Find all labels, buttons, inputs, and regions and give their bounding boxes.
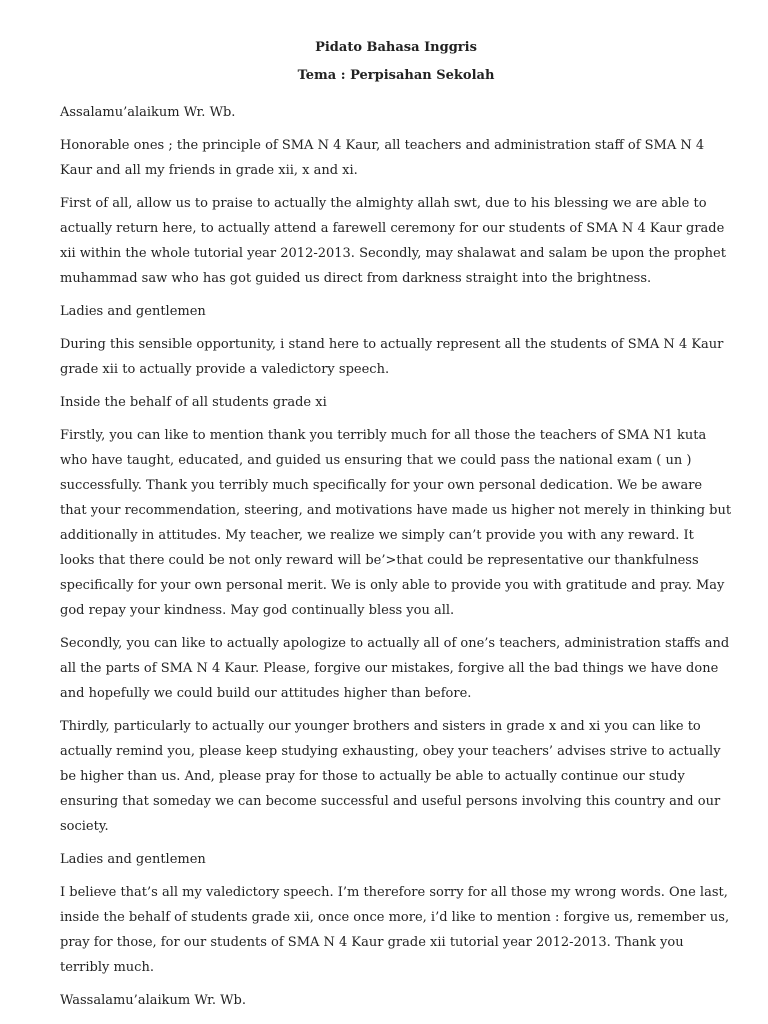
advice-paragraph: Thirdly, particularly to actually our younger brothers and sisters in grade x and xi you can like to actually remind you, please keep studying exhausting, obey your teachers’ advises strive to actually be higher than us. And, please pray for those to actually be able to actually continue our study ensuring that someday we can become successful and useful persons involving this country and our society.: [60, 719, 721, 834]
ladies-gentlemen-heading-1: Ladies and gentlemen: [60, 304, 206, 319]
introduction-paragraph: During this sensible opportunity, i stand here to actually represent all the students of SMA N 4 Kaur grade xii to actually provide a valedictory speech.: [60, 337, 724, 377]
title-block: [60, 34, 732, 90]
document-title: Pidato Bahasa Inggris: [315, 40, 477, 55]
ladies-gentlemen-heading-2: Ladies and gentlemen: [60, 852, 206, 867]
greeting-opening: Assalamu’alaikum Wr. Wb.: [60, 105, 236, 120]
behalf-heading: Inside the behalf of all students grade xi: [60, 395, 327, 410]
thanks-paragraph: Firstly, you can like to mention thank you terribly much for all those the teachers of SMA N1 kuta who have taught, educated, and guided us ensuring that we could pass the national exam ( un ) successfully. Thank you terribly much specifically for your own personal dedication. We be aware that your recommendation, steering, and motivations have made us higher not merely in thinking but additionally in attitudes. My teacher, we realize we simply can’t provide you with any reward. It looks that there could be not only reward will be’>that could be representative our thankfulness specifically for your own personal merit. We is only able to provide you with gratitude and pray. May god repay your kindness. May god continually bless you all.: [60, 428, 732, 618]
opening-praise-paragraph: First of all, allow us to praise to actually the almighty allah swt, due to his blessing we are able to actually return here, to actually attend a farewell ceremony for our students of SMA N 4 Kaur grade xii within the whole tutorial year 2012-2013. Secondly, may shalawat and salam be upon the prophet muhammad saw who has got guided us direct from darkness straight into the brightness.: [60, 196, 726, 286]
salutation-paragraph: Honorable ones ; the principle of SMA N 4 Kaur, all teachers and administration staff of SMA N 4 Kaur and all my friends in grade xii, x and xi.: [60, 138, 705, 178]
apology-paragraph: Secondly, you can like to actually apologize to actually all of one’s teachers, administration staffs and all the parts of SMA N 4 Kaur. Please, forgive our mistakes, forgive all the bad things we have done and hopefully we could build our attitudes higher than before.: [60, 636, 730, 701]
greeting-closing: Wassalamu’alaikum Wr. Wb.: [60, 993, 246, 1008]
closing-paragraph: I believe that’s all my valedictory speech. I’m therefore sorry for all those my wrong words. One last, inside the behalf of students grade xii, once once more, i’d like to mention : forgive us, remember us, pray for those, for our students of SMA N 4 Kaur grade xii tutorial year 2012-2013. Thank you terribly much.: [60, 885, 730, 975]
document-subtitle: Tema : Perpisahan Sekolah: [297, 68, 495, 83]
